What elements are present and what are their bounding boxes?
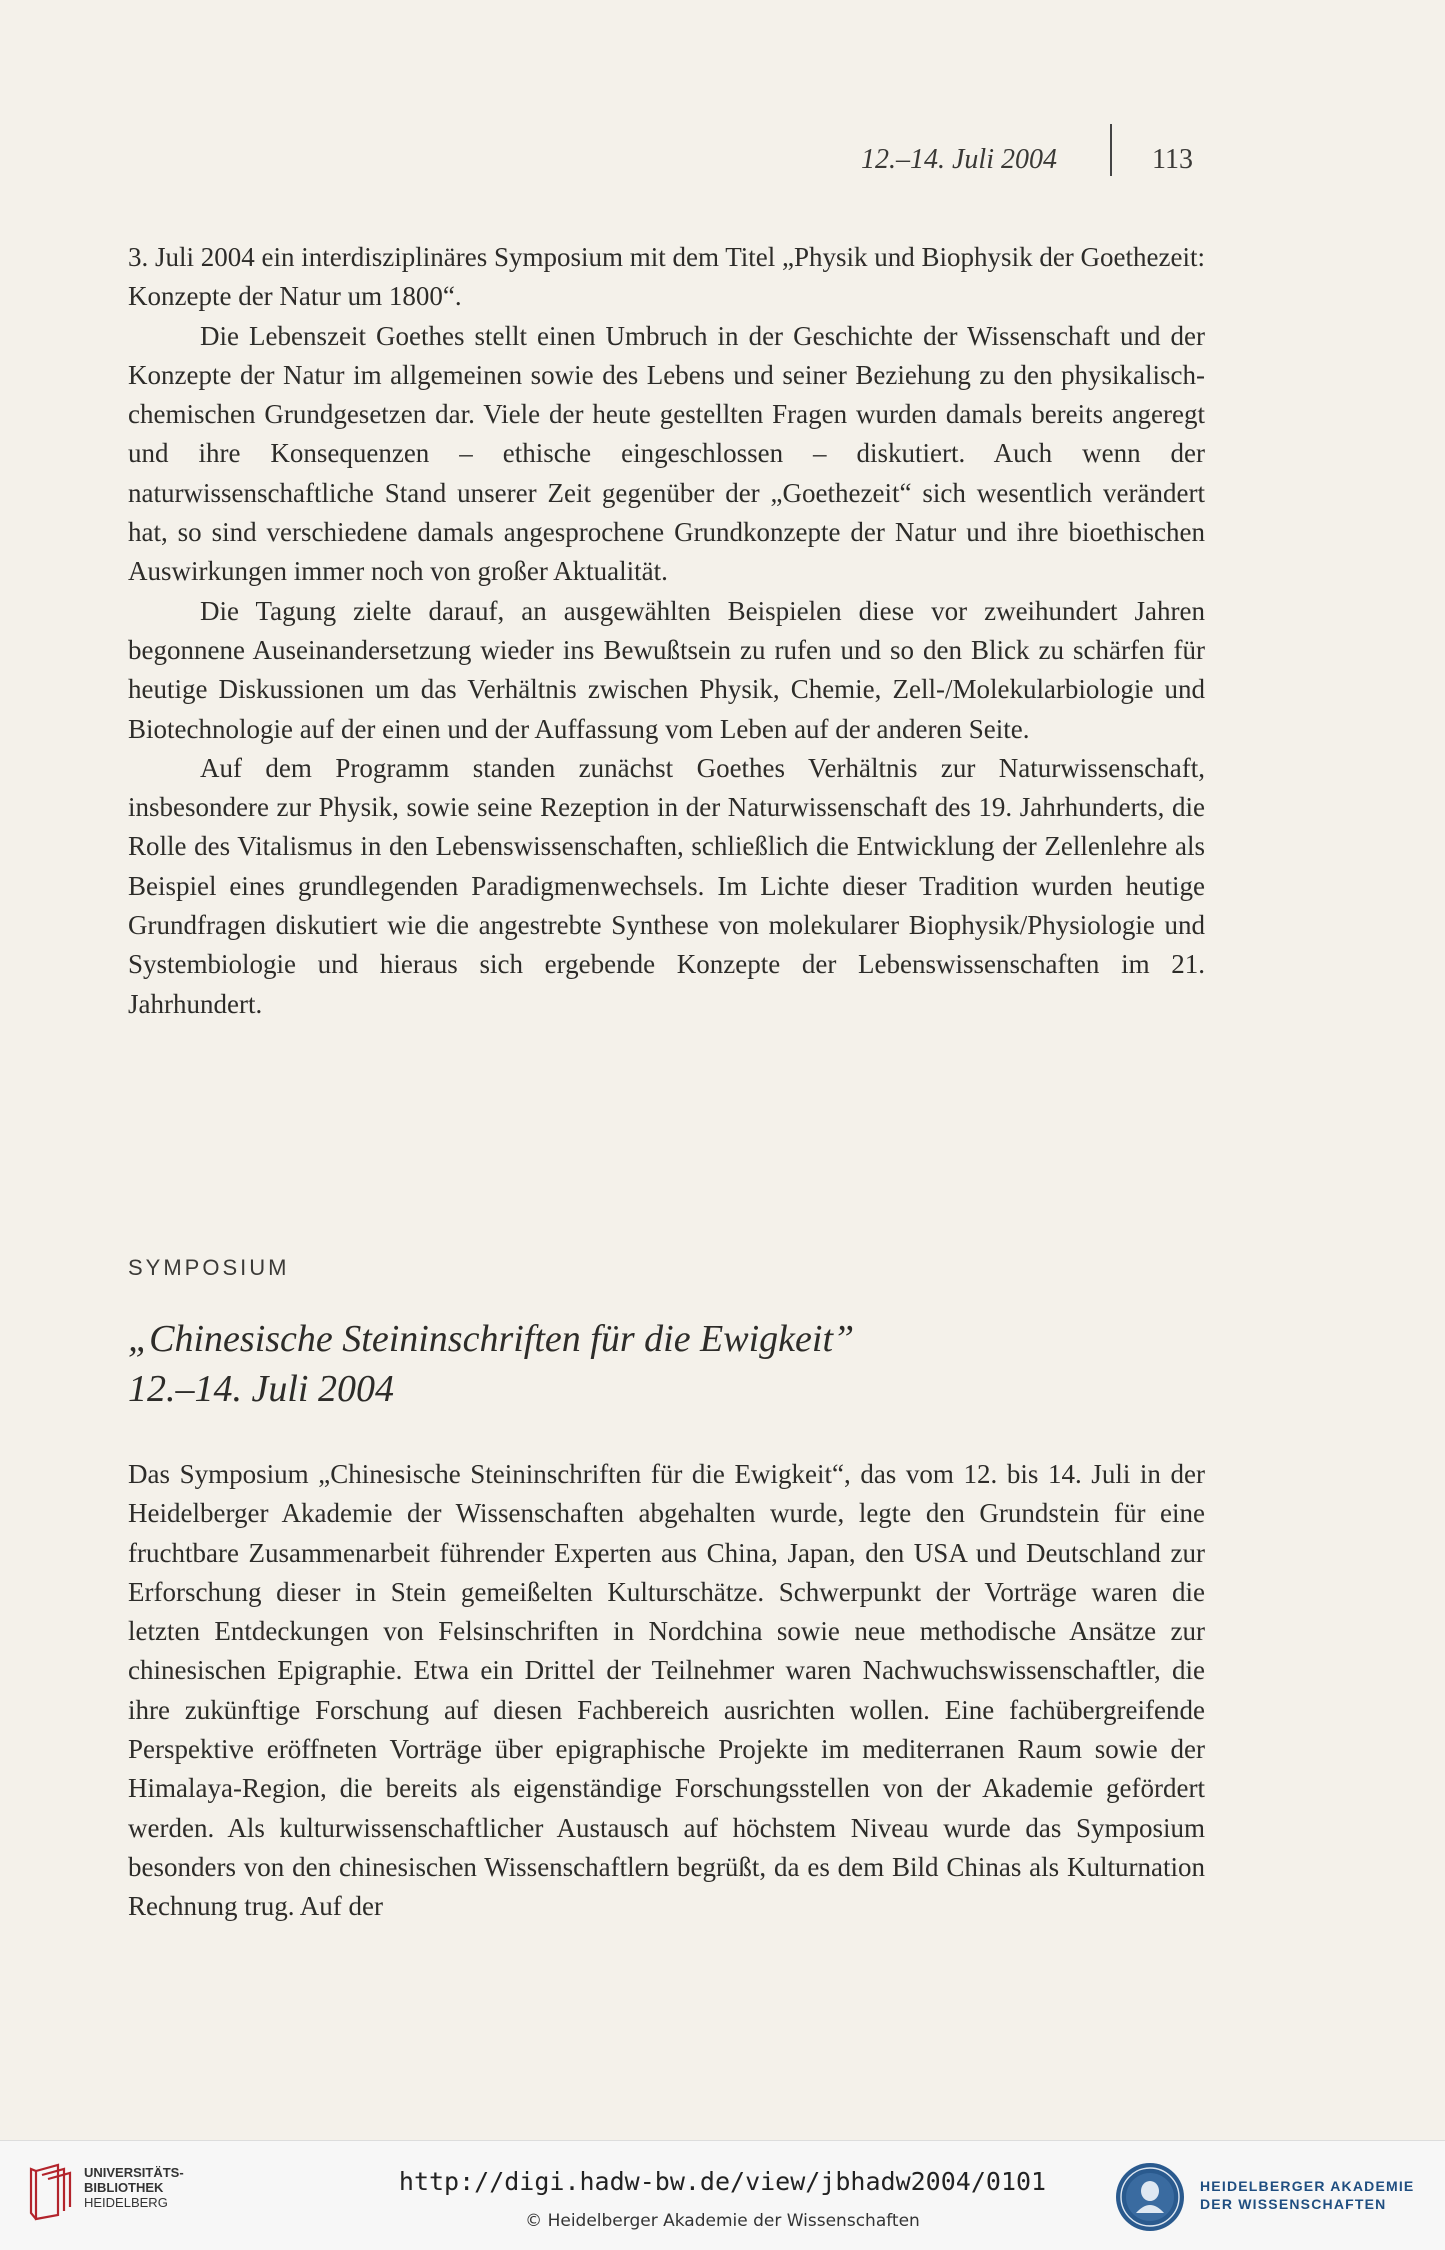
paragraph: Auf dem Programm standen zunächst Goethes Verhältnis zur Naturwissenschaft, insbesondere zur Physik, sowie seine Rezeption in der Naturwissenschaft des 19. Jahrhunderts, die Rolle des Vitalismus in den Lebenswissenschaften, schließlich die Entwicklung der Zellenlehre als Beispiel eines grundlegenden Paradigmenwechsels. Im Lichte dieser Tradition wurden heutige Grundfragen diskutiert wie die angestrebte Synthese von molekularer Biophysik/Physiologie und Systembiologie und hieraus sich ergebende Konzepte der Lebenswissenschaften im 21. Jahrhundert. xyxy=(128,752,1205,1019)
paragraph: 3. Juli 2004 ein interdisziplinäres Symposium mit dem Titel „Physik und Biophysik der Goethezeit: Konzepte der Natur um 1800“. xyxy=(128,242,1205,312)
ub-line: BIBLIOTHEK xyxy=(84,2180,164,2195)
copyright-notice: © Heidelberger Akademie der Wissenschaften xyxy=(525,2211,920,2231)
academy-name-line: DER WISSENSCHAFTEN xyxy=(1200,2196,1387,2212)
body-text-bottom xyxy=(128,1455,1205,1927)
section-title-line: „Chinesische Steininschriften für die Ewigkeit” xyxy=(128,1318,855,1360)
body-text-top xyxy=(128,238,1205,1024)
page-number: 113 xyxy=(1152,144,1193,175)
section-title-date: 12.–14. Juli 2004 xyxy=(128,1368,394,1410)
section-label: SYMPOSIUM xyxy=(128,1255,290,1280)
paragraph: Die Lebenszeit Goethes stellt einen Umbruch in der Geschichte der Wissenschaft und der Konzepte der Natur im allgemeinen sowie des Lebens und seiner Beziehung zu den physikalisch-chemischen Grundgesetzen dar. Viele der heute gestellten Fragen wurden damals bereits angeregt und ihre Konsequenzen – ethische eingeschlossen – diskutiert. Auch wenn der naturwissenschaftliche Stand unserer Zeit gegenüber der „Goethezeit“ sich wesentlich verändert hat, so sind verschiedene damals angesprochene Grundkonzepte der Natur und ihre bioethischen Auswirkungen immer noch von großer Aktualität. xyxy=(128,320,1205,587)
academy-name xyxy=(1200,2177,1414,2213)
paragraph: Das Symposium „Chinesische Steininschriften für die Ewigkeit“, das vom 12. bis 14. Juli in der Heidelberger Akademie der Wissenschaften abgehalten wurde, legte den Grundstein für eine fruchtbare Zusammenarbeit führender Experten aus China, Japan, den USA und Deutschland zur Erforschung dieser in Stein gemeißelten Kulturschätze. Schwerpunkt der Vorträge waren die letzten Entdeckungen von Felsinschriften in Nordchina sowie neue methodische Ansätze zur chinesischen Epigraphie. Etwa ein Drittel der Teilnehmer waren Nachwuchswissenschaftler, die ihre zukünftige Forschung auf diesen Fachbereich ausrichten wollen. Eine fachübergreifende Perspektive eröffneten Vorträge über epigraphische Projekte im mediterranen Raum sowie der Himalaya-Region, die bereits als eigenständige Forschungsstellen von der Akademie gefördert werden. Als kulturwissenschaftlicher Austausch auf höchstem Niveau wurde das Symposium besonders von den chinesischen Wissenschaftlern begrüßt, da es dem Bild Chinas als Kulturnation Rechnung trug. Auf der xyxy=(128,1459,1205,1922)
ub-line: HEIDELBERG xyxy=(84,2195,168,2210)
running-head-divider xyxy=(1110,124,1112,176)
academy-seal-icon xyxy=(1114,2161,1186,2233)
academy-name-line: HEIDELBERGER AKADEMIE xyxy=(1200,2178,1415,2194)
paragraph: Die Tagung zielte darauf, an ausgewählten Beispielen diese vor zweihundert Jahren begonnene Auseinandersetzung wieder ins Bewußtsein zu rufen und so den Blick zu schärfen für heutige Diskussionen um das Verhältnis zwischen Physik, Chemie, Zell-/Molekularbiologie und Biotechnologie auf der einen und der Auffassung vom Leben auf der anderen Seite. xyxy=(128,595,1205,744)
permalink-url[interactable]: http://digi.hadw-bw.de/view/jbhadw2004/0101 xyxy=(398,2167,1047,2196)
running-head xyxy=(0,140,1445,180)
digitization-footer xyxy=(0,2140,1445,2250)
section-title xyxy=(128,1314,1205,1414)
ub-line: UNIVERSITÄTS- xyxy=(84,2165,184,2180)
running-head-title: 12.–14. Juli 2004 xyxy=(861,144,1057,175)
